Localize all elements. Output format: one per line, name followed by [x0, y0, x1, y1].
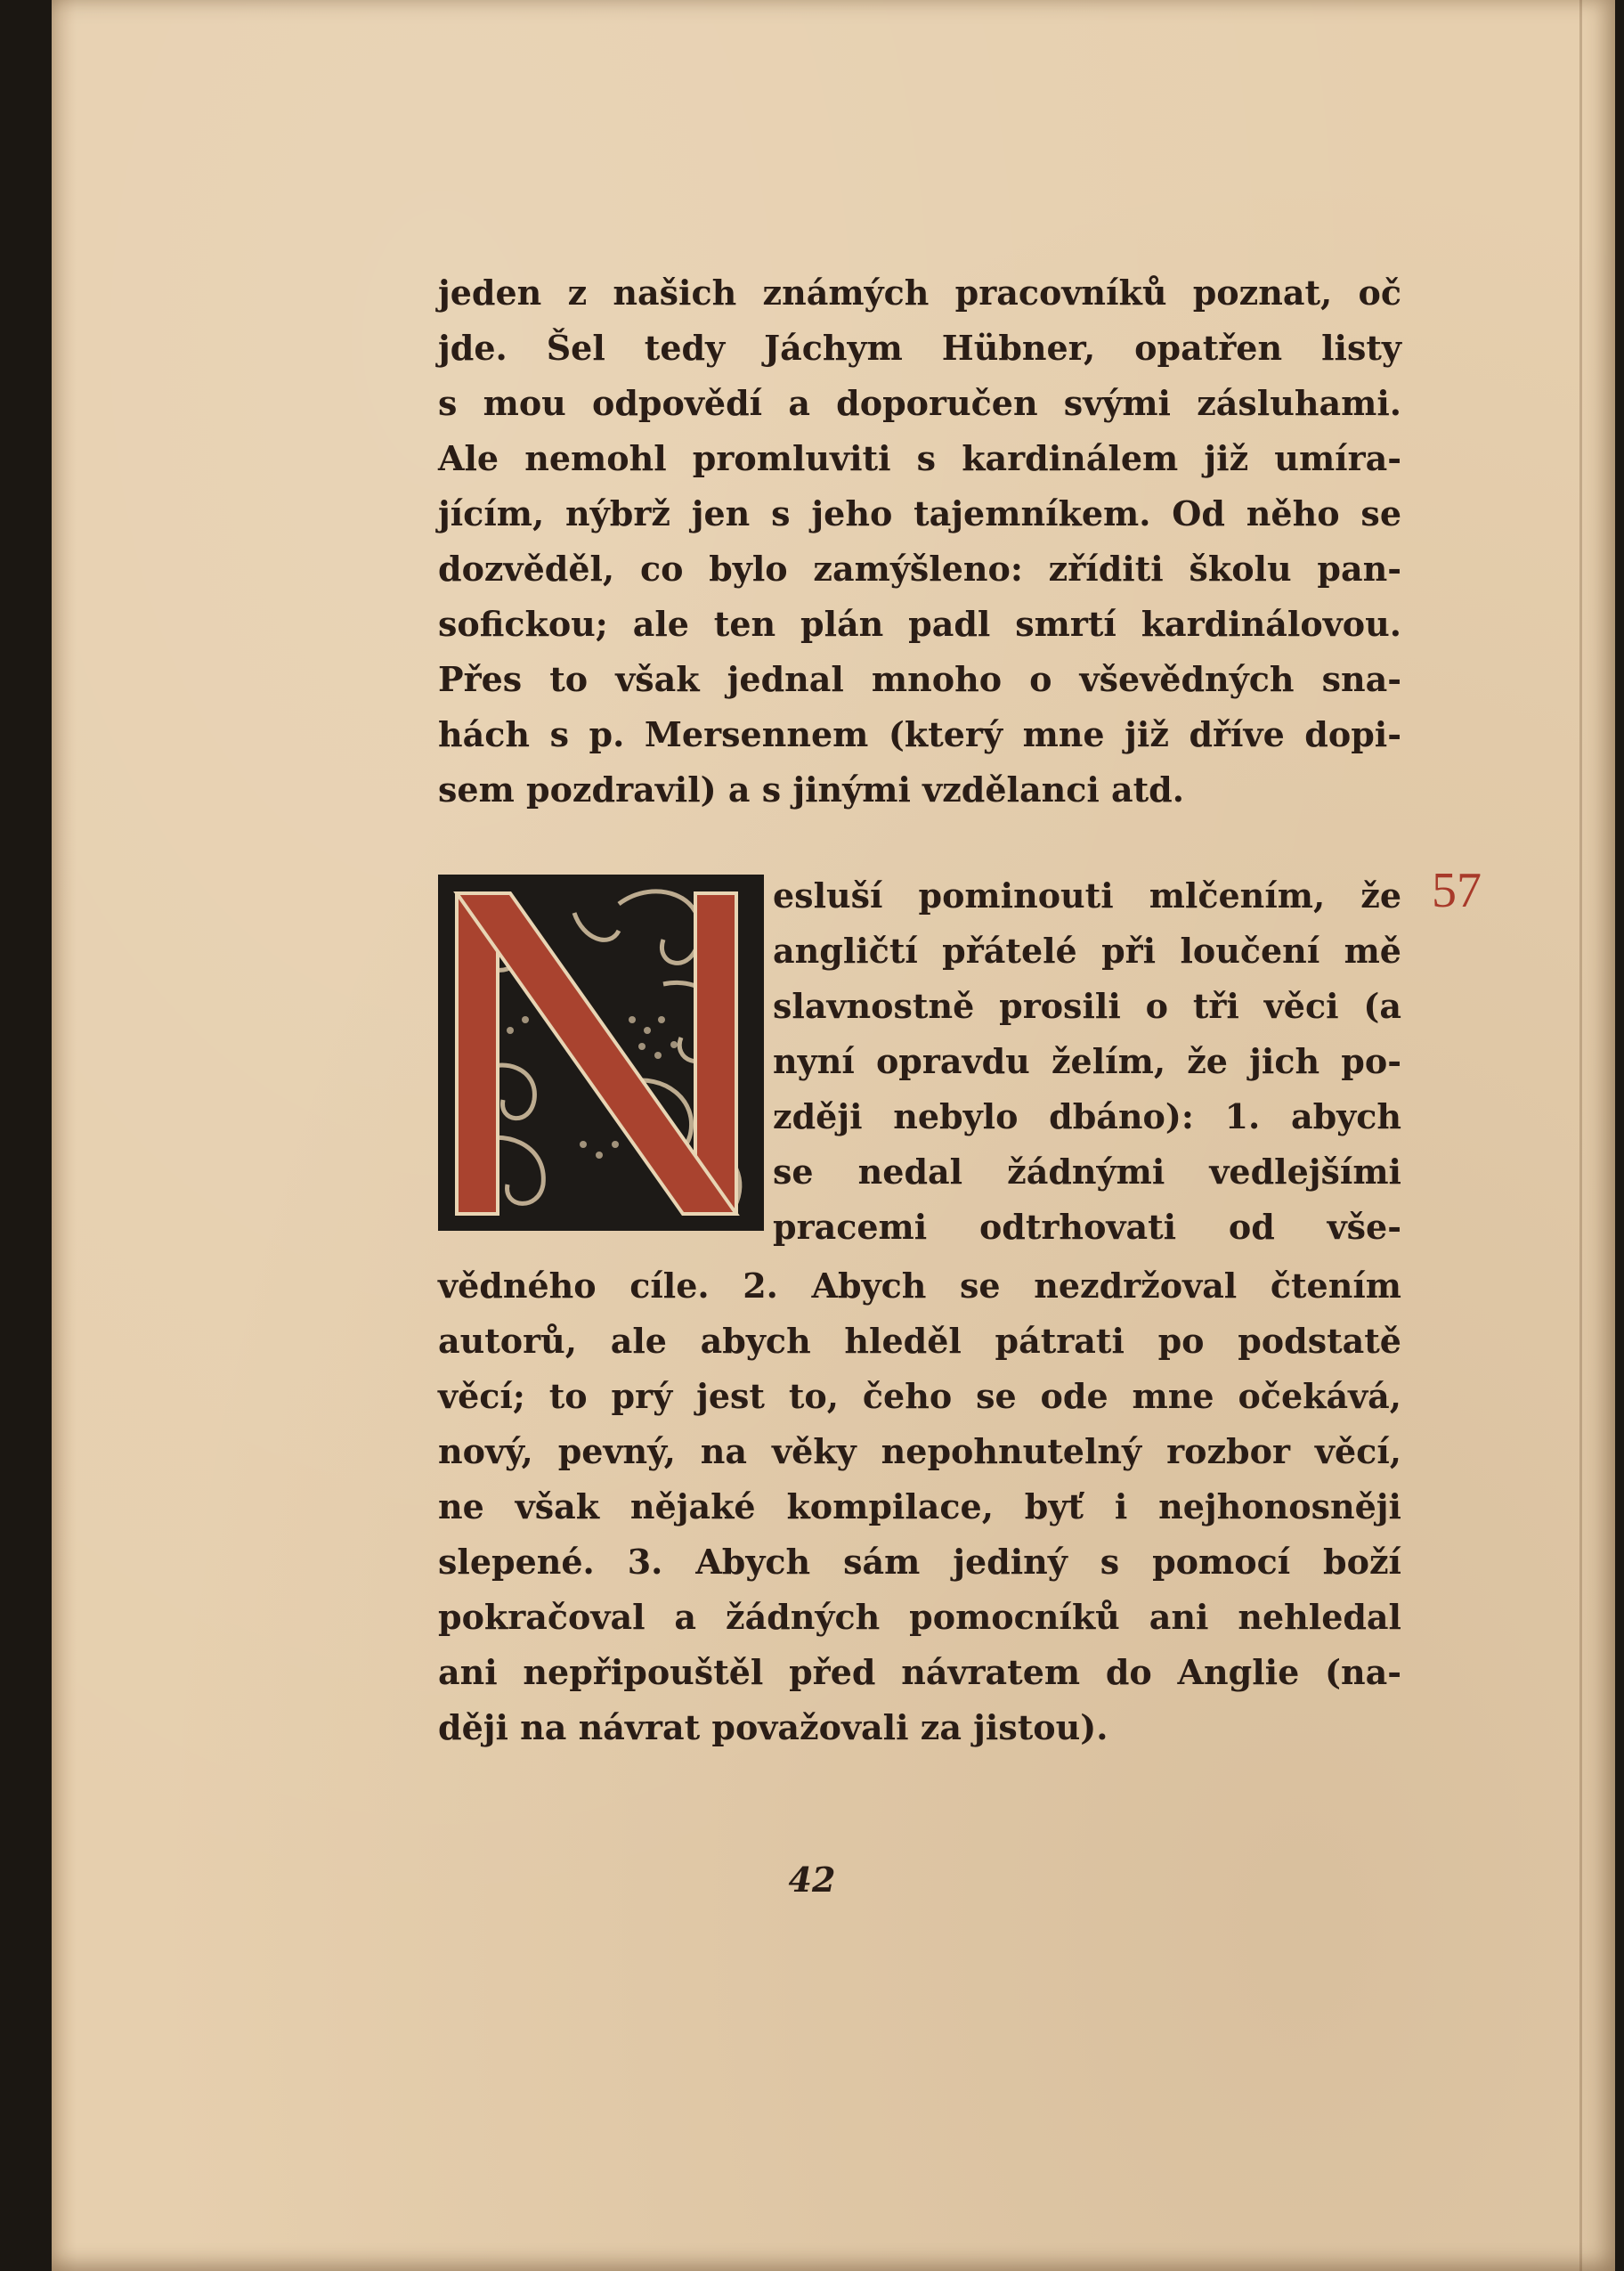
- paragraph-2-continued: [438, 1258, 1401, 1755]
- text-line: pracemi odtrhovati od vše-: [773, 1207, 1401, 1247]
- text-line: sem pozdravil) a s jinými vzdělanci atd.: [438, 769, 1184, 810]
- page-edge-shadow: [1579, 0, 1582, 2271]
- text-line: s mou odpovědí a doporučen svými zásluhami.: [438, 383, 1401, 423]
- text-line: sofickou; ale ten plán padl smrtí kardinálovou.: [438, 604, 1401, 644]
- page-number: 42: [788, 1860, 836, 1900]
- paragraph-1: [438, 265, 1401, 818]
- decorated-initial-n: [438, 875, 764, 1231]
- text-line: slavnostně prosili o tři věci (a: [773, 986, 1401, 1026]
- text-line: jeden z našich známých pracovníků poznat, oč: [438, 273, 1401, 313]
- text-line: se nedal žádnými vedlejšími: [773, 1152, 1401, 1192]
- text-line: jícím, nýbrž jen s jeho tajemníkem. Od něho se: [438, 493, 1401, 533]
- paragraph-2-beside-initial: [773, 868, 1401, 1255]
- text-line: vědného cíle. 2. Abych se nezdržoval čtením: [438, 1266, 1401, 1306]
- text-line: autorů, ale abych hleděl pátrati po podstatě: [438, 1321, 1401, 1361]
- marginal-section-number: 57: [1432, 863, 1482, 918]
- drop-cap-illustration: [441, 877, 761, 1228]
- text-line: slepené. 3. Abych sám jediný s pomocí boží: [438, 1542, 1401, 1582]
- text-line: nyní opravdu želím, že jich po-: [773, 1041, 1401, 1081]
- text-line: hách s p. Mersennem (který mne již dříve dopi-: [438, 714, 1401, 754]
- text-line: Přes to však jednal mnoho o vševědných sna-: [438, 659, 1401, 699]
- text-line: dozvěděl, co bylo zamýšleno: zříditi školu pan-: [438, 549, 1401, 589]
- text-line: nový, pevný, na věky nepohnutelný rozbor věcí,: [438, 1431, 1401, 1471]
- text-line: věcí; to prý jest to, čeho se ode mne očekává,: [438, 1376, 1401, 1416]
- text-line: ne však nějaké kompilace, byť i nejhonosněji: [438, 1486, 1401, 1526]
- text-line: Ale nemohl promluviti s kardinálem již umíra-: [438, 438, 1401, 478]
- text-line: ději na návrat považovali za jistou).: [438, 1707, 1108, 1747]
- text-line: angličtí přátelé při loučení mě: [773, 931, 1401, 971]
- text-line: esluší pominouti mlčením, že: [773, 875, 1401, 916]
- text-line: ani nepřipouštěl před návratem do Anglie (na-: [438, 1652, 1401, 1692]
- text-line: pokračoval a žádných pomocníků ani nehledal: [438, 1597, 1401, 1637]
- text-line: zději nebylo dbáno): 1. abych: [773, 1096, 1401, 1136]
- text-line: jde. Šel tedy Jáchym Hübner, opatřen listy: [438, 328, 1401, 368]
